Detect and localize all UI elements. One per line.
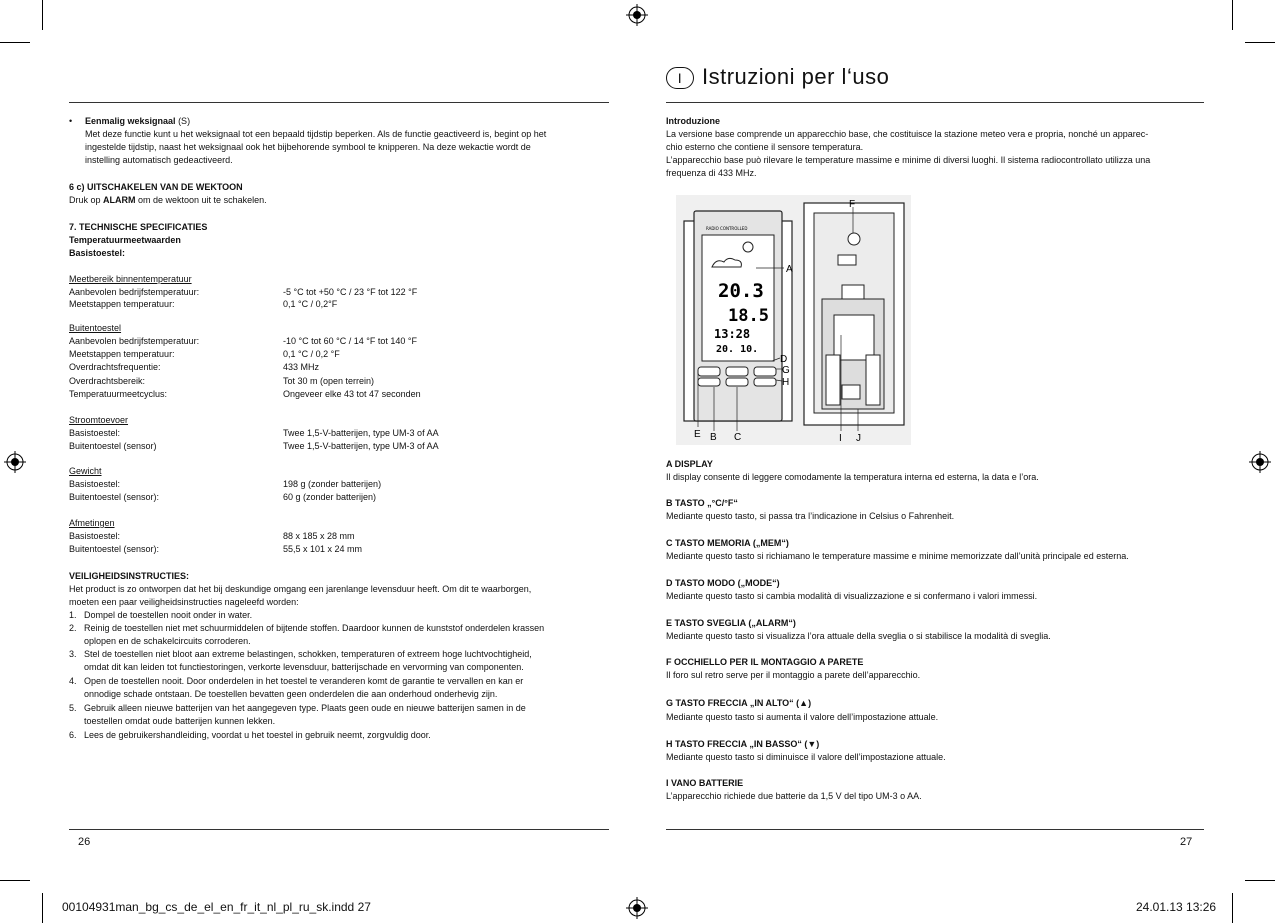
spec-value: Ongeveer elke 43 tot 47 seconden (283, 389, 421, 399)
spec-label: Overdrachtsfrequentie: (69, 362, 161, 372)
lcd-line-3: 13:28 (714, 327, 751, 341)
spec-label: Meetstappen temperatuur: (69, 299, 175, 309)
spec-label: Basistoestel: (69, 428, 121, 438)
page-number: 26 (78, 836, 91, 848)
bullet-text: Met deze functie kunt u het weksignaal tot een bepaald tijdstip beperken. Als de functie geactiveerd is, begint op het (85, 129, 547, 139)
intro-text: chio esterno che contiene il sensore temperatura. (666, 142, 864, 152)
legend-item-text: Mediante questo tasto si richiamano le temperature massime e minime memorizzate dall’unità principale ed esterna. (666, 551, 1129, 561)
spec-value: 88 x 185 x 28 mm (283, 531, 355, 541)
callout-label: F (849, 199, 856, 210)
safety-num: 2. (69, 623, 77, 633)
legend-item-title: G TASTO FRECCIA „IN ALTO“ (▲) (666, 698, 812, 708)
legend-item-text: L’apparecchio richiede due batterie da 1,5 V del tipo UM-3 o AA. (666, 791, 922, 801)
legend-item-title: A DISPLAY (666, 459, 713, 469)
spec-group-heading: Meetbereik binnentemperatuur (69, 274, 192, 284)
spec-label: Overdrachtsbereik: (69, 376, 146, 386)
safety-num: 3. (69, 649, 77, 659)
safety-num: 1. (69, 610, 77, 620)
safety-text: omdat dit kan leiden tot functiestoringen, verkorte levensduur, batterijschade en vervorming van componenten. (84, 662, 524, 672)
intro-text: frequenza di 433 MHz. (666, 168, 757, 178)
safety-title: VEILIGHEIDSINSTRUCTIES: (69, 571, 190, 581)
section-6c-text: Druk op ALARM om de wektoon uit te schakelen. (69, 195, 267, 205)
crop-mark (42, 893, 43, 923)
safety-text: Dompel de toestellen nooit onder in water. (84, 610, 253, 620)
safety-intro: moeten een paar veiligheidsinstructies nageleefd worden: (69, 597, 299, 607)
legend-item-text: Il foro sul retro serve per il montaggio a parete dell’apparecchio. (666, 670, 921, 680)
spec-value: Tot 30 m (open terrein) (283, 376, 375, 386)
crop-mark (1245, 42, 1275, 43)
brand-text: RADIO CONTROLLED (706, 226, 748, 231)
spec-value: -10 °C tot 60 °C / 14 °F tot 140 °F (283, 336, 417, 346)
legend-item-title: I VANO BATTERIE (666, 778, 744, 788)
safety-text: Stel de toestellen niet bloot aan extreme belastingen, schokken, temperaturen of extreem hoge luchtvochtigheid, (84, 649, 532, 659)
callout-label: B (710, 432, 717, 443)
legend-item-title: C TASTO MEMORIA („MEM“) (666, 538, 789, 548)
section-7-sub: Temperatuurmeetwaarden (69, 235, 181, 245)
legend-item-text: Mediante questo tasto, si passa tra l’indicazione in Celsius o Fahrenheit. (666, 511, 955, 521)
spec-label: Meetstappen temperatuur: (69, 349, 175, 359)
legend-item-title: F OCCHIELLO PER IL MONTAGGIO A PARETE (666, 657, 864, 667)
section-6c-title: 6 c) UITSCHAKELEN VAN DE WEKTOON (69, 182, 243, 192)
registration-mark-icon (1249, 451, 1271, 473)
safety-intro: Het product is zo ontworpen dat het bij deskundige omgang een jarenlange levensduur heeft. Om dit te waarborgen, (69, 584, 532, 594)
legend-item-text: Mediante questo tasto si visualizza l’ora attuale della sveglia o si stabilisce la modalità di sveglia. (666, 631, 1051, 641)
legend-item-text: Mediante questo tasto si aumenta il valore dell’impostazione attuale. (666, 712, 939, 722)
registration-mark-icon (626, 897, 648, 919)
callout-label: I (839, 433, 842, 444)
lcd-line-1: 20.3 (718, 280, 764, 302)
safety-text: oplopen en de schakelcircuits corroderen. (84, 636, 251, 646)
spec-value: 60 g (zonder batterijen) (283, 492, 377, 502)
safety-text: toestellen omdat oude batterijen kunnen lekken. (84, 716, 276, 726)
header-rule (666, 102, 1204, 103)
footer-rule (666, 829, 1204, 830)
spec-label: Basistoestel: (69, 479, 121, 489)
language-badge: I (666, 67, 694, 89)
spec-label: Basistoestel: (69, 531, 121, 541)
bullet-text: ingestelde tijdstip, naast het weksignaal ook het bijbehorende symbool te knipperen. Na deze wekactie wordt de (85, 142, 531, 152)
spec-value: Twee 1,5-V-batterijen, type UM-3 of AA (283, 428, 439, 438)
spec-value: 433 MHz (283, 362, 320, 372)
callout-label: H (782, 377, 790, 388)
spec-label: Buitentoestel (sensor) (69, 441, 157, 451)
spec-group-heading: Buitentoestel (69, 323, 122, 333)
bullet-title: Eenmalig weksignaal (S) (85, 116, 191, 126)
legend-item-title: D TASTO MODO („MODE“) (666, 578, 780, 588)
registration-mark-icon (4, 451, 26, 473)
safety-text: Reinig de toestellen niet met schuurmiddelen of bijtende stoffen. Daardoor kunnen de kunststof onderdelen krassen (84, 623, 545, 633)
lcd-line-2: 18.5 (728, 306, 769, 326)
legend-item-title: B TASTO „°C/°F“ (666, 498, 738, 508)
crop-mark (1232, 893, 1233, 923)
legend-item-text: Il display consente di leggere comodamente la temperatura interna ed esterna, la data e l’ora. (666, 472, 1039, 482)
spec-group-heading: Afmetingen (69, 518, 115, 528)
crop-mark (0, 880, 30, 881)
device-illustration (676, 195, 911, 445)
spec-group-heading: Gewicht (69, 466, 102, 476)
intro-text: La versione base comprende un apparecchio base, che costituisce la stazione meteo vera e propria, nonché un apparec- (666, 129, 1149, 139)
legend-item-title: E TASTO SVEGLIA („ALARM“) (666, 618, 796, 628)
spec-value: Twee 1,5-V-batterijen, type UM-3 of AA (283, 441, 439, 451)
lcd-line-4: 20. 10. (716, 344, 759, 355)
spec-label: Buitentoestel (sensor): (69, 492, 160, 502)
intro-title: Introduzione (666, 116, 720, 126)
safety-num: 5. (69, 703, 77, 713)
crop-mark (1232, 0, 1233, 30)
slug-filename: 00104931man_bg_cs_de_el_en_fr_it_nl_pl_ru_sk.indd 27 (62, 900, 371, 914)
footer-rule (69, 829, 609, 830)
legend-item-text: Mediante questo tasto si diminuisce il valore dell’impostazione attuale. (666, 752, 946, 762)
section-7-title: 7. TECHNISCHE SPECIFICATIES (69, 222, 208, 232)
spec-label: Aanbevolen bedrijfstemperatuur: (69, 336, 200, 346)
safety-text: Gebruik alleen nieuwe batterijen van het aangegeven type. Plaats geen oude en nieuwe batterijen samen in de (84, 703, 526, 713)
bullet-text: instelling automatisch gedeactiveerd. (85, 155, 233, 165)
page-number: 27 (1180, 836, 1193, 848)
spec-value: 198 g (zonder batterijen) (283, 479, 382, 489)
safety-num: 4. (69, 676, 77, 686)
header-rule (69, 102, 609, 103)
callout-label: J (856, 433, 861, 444)
spec-value: -5 °C tot +50 °C / 23 °F tot 122 °F (283, 287, 418, 297)
intro-text: L’apparecchio base può rilevare le temperature massime e minime di diversi luoghi. Il sistema radiocontrollato utilizza una (666, 155, 1151, 165)
callout-label: C (734, 432, 742, 443)
callout-label: D (780, 354, 788, 365)
safety-num: 6. (69, 730, 77, 740)
crop-mark (42, 0, 43, 30)
spec-label: Buitentoestel (sensor): (69, 544, 160, 554)
crop-mark (1245, 880, 1275, 881)
safety-text: onnodige schade ontstaan. De toestellen bevatten geen onderdelen die aan onderhoud onderhevig zijn. (84, 689, 498, 699)
callout-label: G (782, 365, 790, 376)
spec-value: 0,1 °C / 0,2°F (283, 299, 338, 309)
safety-text: Open de toestellen nooit. Door onderdelen in het toestel te veranderen komt de garantie te vervallen en kan er (84, 676, 524, 686)
bullet: • (69, 116, 73, 126)
section-7-sub: Basistoestel: (69, 248, 126, 258)
spec-value: 55,5 x 101 x 24 mm (283, 544, 363, 554)
spec-label: Temperatuurmeetcyclus: (69, 389, 168, 399)
slug-date: 24.01.13 13:26 (1136, 900, 1217, 914)
callout-label: A (786, 264, 793, 275)
spec-group-heading: Stroomtoevoer (69, 415, 129, 425)
page-title: I Istruzioni per l‘uso (666, 64, 889, 90)
safety-text: Lees de gebruikershandleiding, voordat u het toestel in gebruik neemt, zorgvuldig door. (84, 730, 431, 740)
callout-label: E (694, 429, 701, 440)
spec-label: Aanbevolen bedrijfstemperatuur: (69, 287, 200, 297)
legend-item-title: H TASTO FRECCIA „IN BASSO“ (▼) (666, 739, 820, 749)
crop-mark (0, 42, 30, 43)
legend-item-text: Mediante questo tasto si cambia modalità di visualizzazione e si confermano i valori immessi. (666, 591, 1038, 601)
registration-mark-icon (626, 4, 648, 26)
spec-value: 0,1 °C / 0,2 °F (283, 349, 340, 359)
